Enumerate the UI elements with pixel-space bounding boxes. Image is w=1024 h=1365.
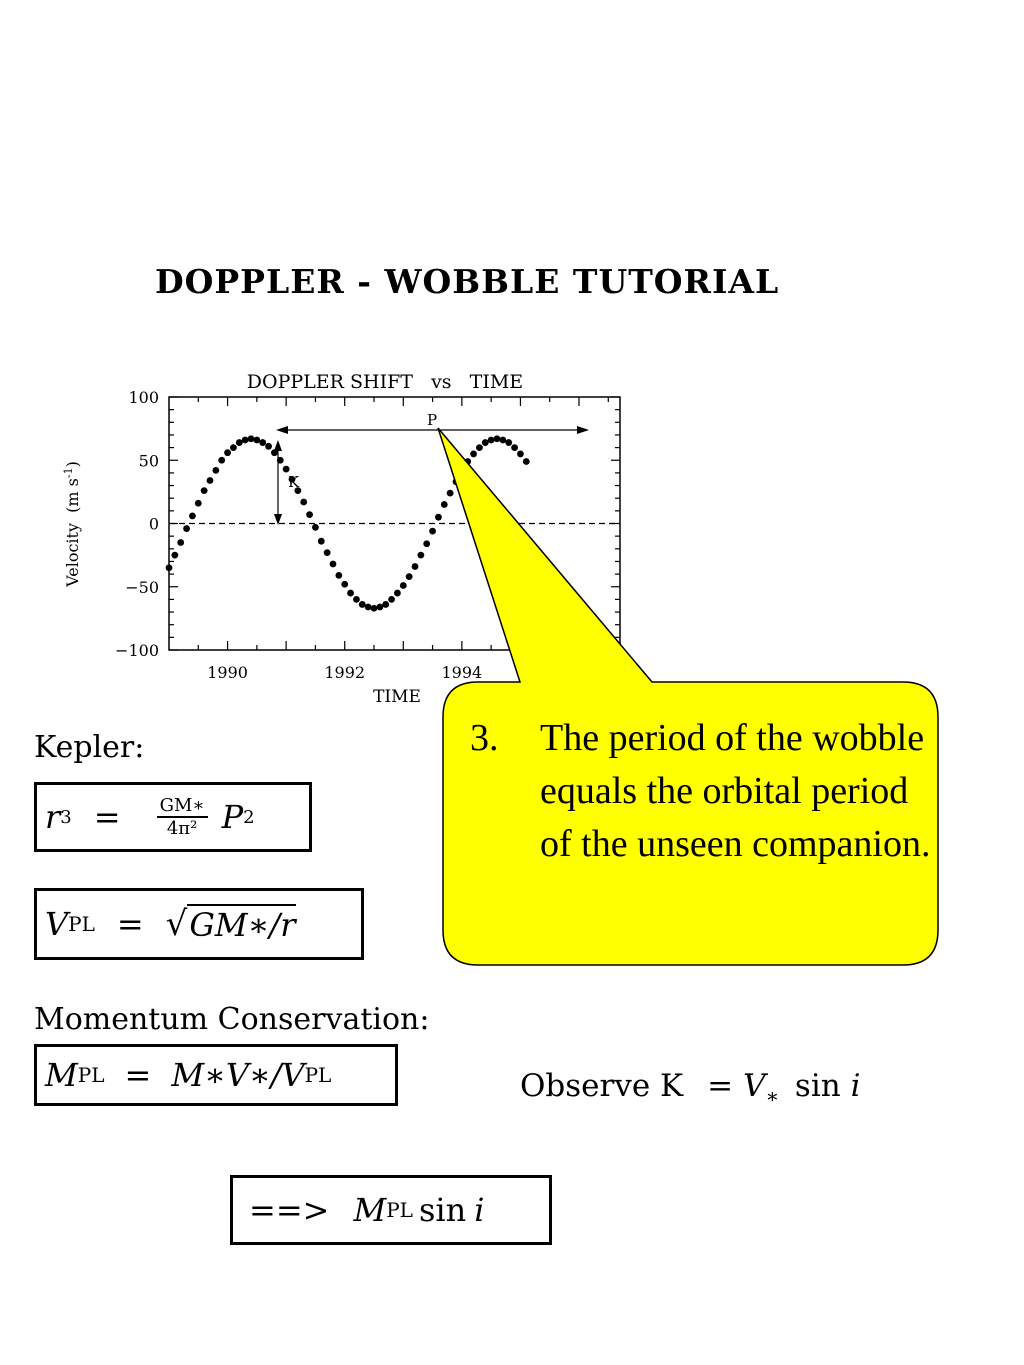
data-point — [201, 487, 208, 494]
data-point — [412, 563, 419, 570]
y-tick-label: 0 — [148, 514, 159, 534]
data-point — [517, 451, 524, 458]
kepler-numerator: GM∗ — [157, 795, 208, 818]
observe-v: V — [743, 1068, 766, 1104]
mpl-sub: PL — [77, 1063, 105, 1087]
data-point — [224, 449, 231, 456]
amplitude-arrow — [274, 440, 300, 525]
data-point — [218, 457, 225, 464]
vpl-sqrt-arg: GM∗/r — [189, 906, 296, 944]
data-point — [230, 444, 237, 451]
y-axis-label-close: ) — [63, 461, 82, 468]
mpl-equals: = — [124, 1056, 152, 1094]
observe-label: Observe K — [520, 1068, 684, 1104]
vpl-equals: = — [116, 905, 144, 943]
y-axis-label — [62, 461, 82, 588]
vpl-v: V — [45, 905, 69, 943]
mpl-rhs-sub: PL — [304, 1063, 332, 1087]
data-point — [171, 552, 178, 559]
data-point — [476, 444, 483, 451]
chart-title: DOPPLER SHIFT vs TIME — [246, 371, 524, 393]
observe-equals: = — [707, 1068, 734, 1104]
data-point — [207, 477, 214, 484]
x-tick-label: 1994 — [441, 663, 483, 682]
observe-statement — [520, 1068, 860, 1108]
vpl-equation — [34, 888, 364, 960]
kepler-label: Kepler: — [34, 730, 145, 765]
kepler-denominator: 4π² — [166, 818, 198, 839]
x-tick-label: 1990 — [207, 663, 248, 682]
result-arrow: ==> — [249, 1191, 330, 1229]
kepler-equals: = — [93, 798, 121, 836]
data-point — [283, 466, 290, 473]
kepler-equation — [34, 782, 312, 852]
data-point — [300, 499, 307, 506]
kepler-fraction — [157, 795, 208, 839]
sqrt-symbol: √ — [165, 904, 188, 944]
data-point — [523, 458, 530, 465]
data-point — [253, 437, 260, 444]
data-point — [417, 552, 424, 559]
mpl-m: M — [45, 1056, 78, 1094]
data-point — [248, 435, 255, 442]
kepler-p: P — [221, 798, 244, 836]
observe-sin: sin — [794, 1068, 841, 1104]
data-point — [447, 490, 454, 497]
data-point — [359, 601, 366, 608]
x-axis-label: TIME — [373, 687, 421, 707]
y-tick-label: −100 — [115, 641, 159, 660]
data-point — [423, 540, 430, 547]
data-point — [511, 444, 518, 451]
kepler-r: r — [45, 798, 61, 836]
data-point — [259, 439, 266, 446]
x-tick-label: 1992 — [324, 663, 366, 682]
period-arrow — [276, 411, 589, 434]
x-tick-labels — [207, 663, 482, 682]
data-point — [376, 604, 383, 611]
data-point — [318, 538, 325, 545]
data-point — [388, 596, 395, 603]
y-tick-label: −50 — [125, 577, 159, 597]
data-point — [394, 590, 401, 597]
data-point — [330, 561, 337, 568]
mpl-rhs: M∗V∗/V — [171, 1056, 305, 1094]
data-point — [306, 511, 313, 518]
observe-i: i — [850, 1068, 861, 1104]
y-axis-label-text: Velocity (m s — [63, 478, 82, 587]
data-point — [441, 501, 448, 508]
data-point — [166, 564, 173, 571]
data-point — [236, 439, 243, 446]
mpl-equation — [34, 1044, 398, 1106]
data-point — [505, 439, 512, 446]
period-label: P — [426, 411, 438, 429]
callout-body: The period of the wobble equals the orbital period of the unseen companion. — [540, 717, 931, 865]
data-point — [335, 572, 342, 579]
callout-number: 3. — [470, 717, 499, 759]
y-tick-labels — [115, 388, 159, 660]
data-point — [435, 514, 442, 521]
data-point — [494, 435, 501, 442]
result-m: M — [353, 1191, 387, 1229]
observe-v-sub: ∗ — [765, 1084, 780, 1109]
momentum-label: Momentum Conservation: — [34, 1002, 430, 1037]
data-point — [499, 437, 506, 444]
data-point — [371, 605, 378, 612]
data-point — [341, 581, 348, 588]
result-box — [230, 1175, 552, 1245]
data-point — [195, 500, 202, 507]
y-tick-label: 100 — [128, 388, 159, 407]
data-point — [312, 524, 319, 531]
data-point — [177, 539, 184, 546]
result-sub: PL — [386, 1198, 413, 1222]
data-point — [242, 437, 249, 444]
y-tick-label: 50 — [138, 451, 159, 471]
data-point — [265, 443, 272, 450]
data-point — [365, 604, 372, 611]
result-sin: sin — [418, 1191, 467, 1229]
data-point — [406, 573, 413, 580]
data-point — [353, 596, 360, 603]
data-point — [183, 525, 190, 532]
svg-text:Velocity (m s-1) — [62, 461, 82, 588]
data-point — [482, 439, 489, 446]
data-point — [212, 467, 219, 474]
data-point — [400, 582, 407, 589]
data-point — [488, 437, 495, 444]
kepler-p-exp: 2 — [243, 806, 255, 828]
result-i: i — [474, 1191, 485, 1229]
page-title: DOPPLER - WOBBLE TUTORIAL — [155, 262, 780, 301]
amplitude-label: K — [288, 473, 300, 491]
data-point — [189, 513, 196, 520]
data-point — [382, 601, 389, 608]
data-point — [347, 590, 354, 597]
callout-bubble — [438, 428, 938, 965]
vpl-sub: PL — [68, 912, 95, 936]
y-axis-label-sup: -1 — [62, 467, 75, 479]
data-point — [429, 528, 436, 535]
data-point — [470, 451, 477, 458]
data-point — [324, 549, 331, 556]
kepler-r-exp: 3 — [60, 806, 72, 828]
